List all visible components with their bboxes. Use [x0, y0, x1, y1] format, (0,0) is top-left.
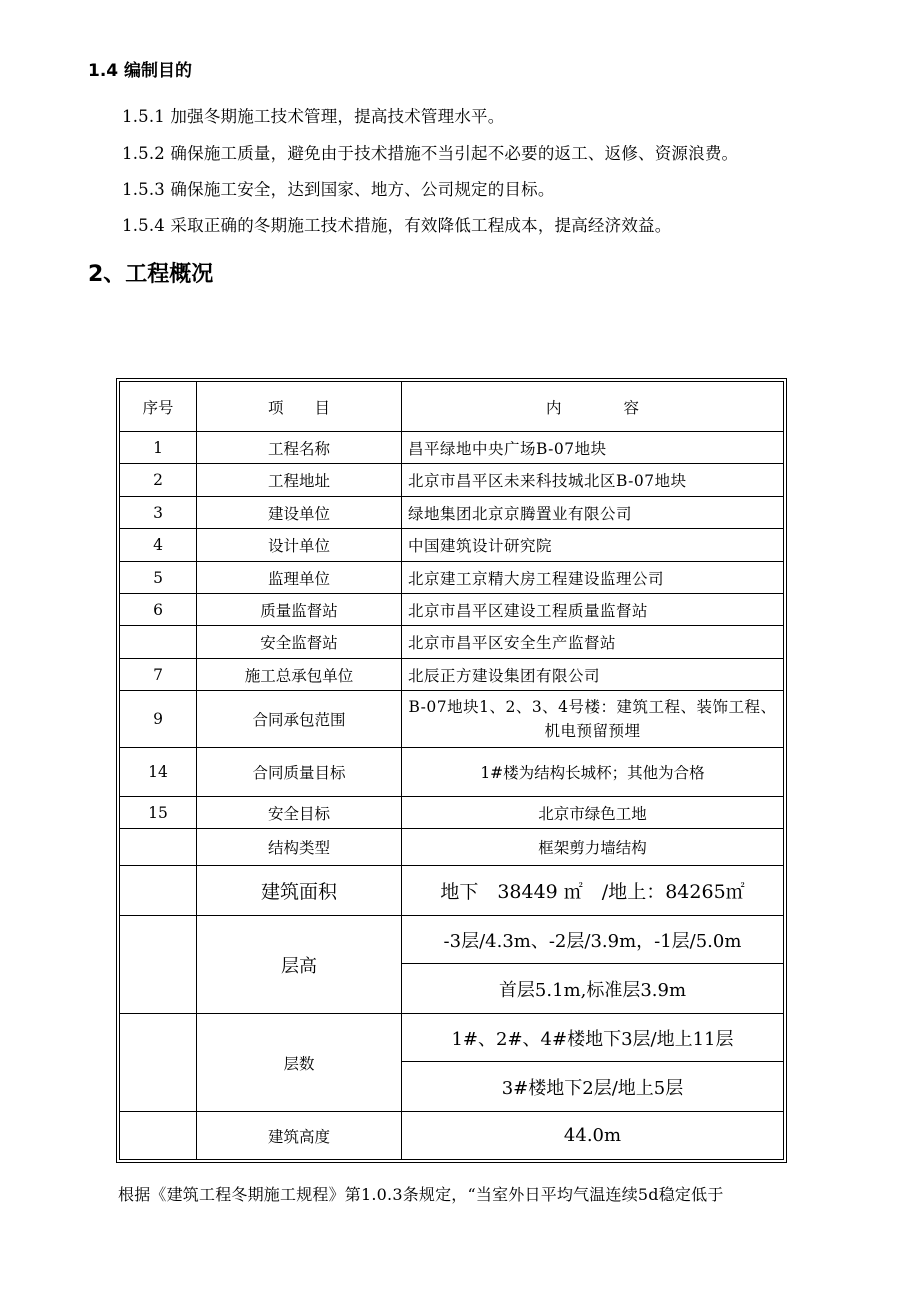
purpose-item: 1.5.1 加强冬期施工技术管理，提高技术管理水平。 — [122, 107, 505, 126]
row-content: 北辰正方建设集团有限公司 — [402, 659, 784, 691]
purpose-item: 1.5.3 确保施工安全，达到国家、地方、公司规定的目标。 — [122, 180, 555, 199]
row-item: 监理单位 — [197, 562, 402, 594]
row-no — [120, 1112, 197, 1160]
row-content: 3#楼地下2层/地上5层 — [402, 1062, 784, 1112]
header-item: 项 目 — [197, 382, 402, 432]
table-row — [120, 866, 784, 916]
row-item: 安全监督站 — [197, 626, 402, 659]
row-no — [120, 866, 197, 916]
table-row — [120, 691, 784, 748]
table-row — [120, 1014, 784, 1062]
row-item: 建设单位 — [197, 497, 402, 529]
row-no — [120, 1014, 197, 1112]
row-no: 6 — [120, 594, 197, 626]
table-header-row — [120, 382, 784, 432]
row-item: 工程地址 — [197, 464, 402, 497]
row-content: 北京建工京精大房工程建设监理公司 — [402, 562, 784, 594]
row-no: 3 — [120, 497, 197, 529]
row-content: 中国建筑设计研究院 — [402, 529, 784, 562]
row-item: 设计单位 — [197, 529, 402, 562]
row-no: 14 — [120, 748, 197, 797]
section-heading-1-4: 1.4 编制目的 — [88, 61, 193, 81]
row-content: 1#楼为结构长城杯；其他为合格 — [402, 748, 784, 797]
row-content: 地下 38449 ㎡ /地上：84265㎡ — [402, 866, 784, 916]
row-no — [120, 829, 197, 866]
row-no: 1 — [120, 432, 197, 464]
table-row — [120, 529, 784, 562]
row-content: 北京市昌平区建设工程质量监督站 — [402, 594, 784, 626]
row-content: -3层/4.3m、-2层/3.9m，-1层/5.0m — [402, 916, 784, 964]
row-content: 1#、2#、4#楼地下3层/地上11层 — [402, 1014, 784, 1062]
row-item: 建筑高度 — [197, 1112, 402, 1160]
row-content: B-07地块1、2、3、4号楼：建筑工程、装饰工程、机电预留预埋 — [402, 691, 784, 748]
row-content: 44.0m — [402, 1112, 784, 1160]
row-item: 结构类型 — [197, 829, 402, 866]
row-no — [120, 916, 197, 1014]
row-no — [120, 626, 197, 659]
row-no: 4 — [120, 529, 197, 562]
row-item: 质量监督站 — [197, 594, 402, 626]
purpose-item: 1.5.2 确保施工质量，避免由于技术措施不当引起不必要的返工、返修、资源浪费。 — [122, 144, 739, 163]
row-item: 合同质量目标 — [197, 748, 402, 797]
row-item: 建筑面积 — [197, 866, 402, 916]
row-no: 5 — [120, 562, 197, 594]
table-row — [120, 432, 784, 464]
row-content: 北京市昌平区未来科技城北区B-07地块 — [402, 464, 784, 497]
table-row — [120, 497, 784, 529]
purpose-item: 1.5.4 采取正确的冬期施工技术措施，有效降低工程成本，提高经济效益。 — [122, 216, 672, 235]
table-row — [120, 562, 784, 594]
row-item: 层高 — [197, 916, 402, 1014]
footer-paragraph: 根据《建筑工程冬期施工规程》第1.0.3条规定，“当室外日平均气温连续5d稳定低于 — [118, 1185, 724, 1204]
row-item: 合同承包范围 — [197, 691, 402, 748]
row-content: 绿地集团北京京腾置业有限公司 — [402, 497, 784, 529]
section-heading-2: 2、工程概况 — [88, 262, 214, 287]
header-no: 序号 — [120, 382, 197, 432]
table-row — [120, 659, 784, 691]
table-row — [120, 626, 784, 659]
table-row — [120, 464, 784, 497]
row-no: 9 — [120, 691, 197, 748]
row-content: 框架剪力墙结构 — [402, 829, 784, 866]
project-overview-table — [119, 381, 784, 1160]
row-item: 层数 — [197, 1014, 402, 1112]
row-content: 北京市绿色工地 — [402, 797, 784, 829]
row-content: 北京市昌平区安全生产监督站 — [402, 626, 784, 659]
row-item: 施工总承包单位 — [197, 659, 402, 691]
table-row — [120, 748, 784, 797]
row-content: 昌平绿地中央广场B-07地块 — [402, 432, 784, 464]
table-row — [120, 1112, 784, 1160]
row-no: 2 — [120, 464, 197, 497]
table-row — [120, 594, 784, 626]
row-no: 7 — [120, 659, 197, 691]
table-row — [120, 829, 784, 866]
row-item: 工程名称 — [197, 432, 402, 464]
header-content: 内 容 — [402, 382, 784, 432]
row-no: 15 — [120, 797, 197, 829]
row-item: 安全目标 — [197, 797, 402, 829]
row-content: 首层5.1m,标准层3.9m — [402, 964, 784, 1014]
table-row — [120, 797, 784, 829]
table-row — [120, 916, 784, 964]
